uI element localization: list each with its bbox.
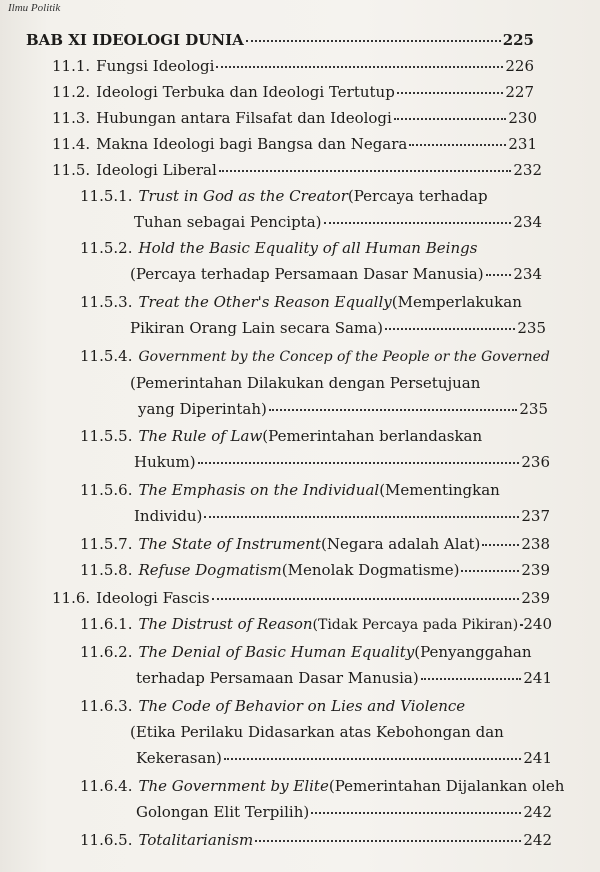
dot-leader <box>520 623 521 626</box>
toc-entry-number: 11.6.1. <box>80 615 133 633</box>
toc-entry-page: 239 <box>521 589 550 607</box>
toc-entry-11-5-6[interactable] <box>80 480 550 526</box>
toc-entry-11-6-5[interactable] <box>80 830 552 850</box>
toc-entry-number: 11.5.3. <box>80 293 133 311</box>
toc-entry-number: 11.5.7. <box>80 535 133 553</box>
toc-entry-page: 232 <box>513 161 542 179</box>
toc-entry-title-italic: Treat the Other's Reason Equally <box>138 293 392 311</box>
toc-entry-11-5[interactable] <box>52 160 542 180</box>
toc-entry-page: 237 <box>521 507 550 525</box>
toc-entry-number: 11.5.6. <box>80 481 133 499</box>
toc-entry-page: 234 <box>513 265 542 283</box>
toc-entry-11-6-1[interactable] <box>80 614 552 635</box>
toc-entry-title: Hubungan antara Filsafat dan Ideologi <box>96 109 392 127</box>
toc-entry-title: Fungsi Ideologi <box>96 57 215 75</box>
toc-entry-page: 236 <box>521 453 550 471</box>
toc-entry-title-cont: Hukum) <box>134 453 196 471</box>
toc-entry-title-cont2: yang Diperintah) <box>138 400 267 418</box>
dot-leader <box>311 811 521 814</box>
toc-entry-title-italic: Refuse Dogmatism <box>138 561 282 579</box>
dot-leader <box>246 39 501 42</box>
toc-entry-number: 11.5.5. <box>80 427 133 445</box>
toc-entry-title-cont: (Pemerintahan Dilakukan dengan Persetujuan <box>130 374 481 392</box>
dot-leader <box>409 143 506 146</box>
toc-chapter-page: 225 <box>502 31 534 49</box>
toc-entry-title-cont: Tuhan sebagai Pencipta) <box>134 213 322 231</box>
toc-entry-number: 11.6.4. <box>80 777 133 795</box>
toc-entry-page: 234 <box>513 213 542 231</box>
toc-entry-number: 11.1. <box>52 57 91 75</box>
toc-entry-title-italic: Trust in God as the Creator <box>138 187 348 205</box>
toc-entry-page: 242 <box>523 831 552 849</box>
toc-entry-title: Ideologi Fascis <box>96 589 210 607</box>
dot-leader <box>255 839 521 842</box>
dot-leader <box>486 273 512 276</box>
toc-entry-page: 241 <box>523 749 552 767</box>
toc-entry-number: 11.5.1. <box>80 187 133 205</box>
toc-entry-page: 235 <box>517 319 546 337</box>
toc-entry-title-cont2: Kekerasan) <box>136 749 222 767</box>
toc-entry-title-cont: Pikiran Orang Lain secara Sama) <box>130 319 383 337</box>
toc-entry-title-italic: The Distrust of Reason <box>138 615 313 633</box>
toc-entry-11-5-7[interactable] <box>80 534 550 554</box>
toc-entry-title-rest: (Negara adalah Alat) <box>321 535 481 553</box>
toc-entry-title: Ideologi Terbuka dan Ideologi Tertutup <box>96 83 395 101</box>
dot-leader <box>397 91 504 94</box>
toc-entry-page: 235 <box>519 400 548 418</box>
toc-entry-title-rest: (Menolak Dogmatisme) <box>281 561 460 579</box>
toc-entry-page: 230 <box>508 109 537 127</box>
toc-entry-11-5-3[interactable] <box>80 292 546 338</box>
toc-entry-title-italic: The Code of Behavior on Lies and Violence <box>138 697 466 715</box>
toc-entry-title-rest: (Penyanggahan <box>414 643 532 661</box>
toc-entry-title-rest: (Pemerintahan berlandaskan <box>262 427 483 445</box>
dot-leader <box>461 569 519 572</box>
toc-entry-number: 11.5.8. <box>80 561 133 579</box>
toc-entry-page: 226 <box>505 57 534 75</box>
toc-entry-11-2[interactable] <box>52 82 534 102</box>
toc-entry-page: 242 <box>523 803 552 821</box>
running-head: Ilmu Politik <box>8 2 61 14</box>
toc-entry-number: 11.2. <box>52 83 91 101</box>
toc-entry-title-italic: The Denial of Basic Human Equality <box>138 643 415 661</box>
toc-entry-number: 11.6.2. <box>80 643 133 661</box>
toc-entry-11-6-4[interactable] <box>80 776 565 822</box>
toc-entry-title-italic: The State of Instrument <box>138 535 321 553</box>
dot-leader <box>269 408 517 411</box>
toc-entry-title-rest: (Mementingkan <box>379 481 500 499</box>
toc-entry-title-cont: Individu) <box>134 507 203 525</box>
dot-leader <box>216 65 503 68</box>
dot-leader <box>198 461 520 464</box>
toc-entry-title-italic: Totalitarianism <box>138 831 254 849</box>
toc-entry-11-6-3[interactable] <box>80 696 552 768</box>
toc-entry-title-italic: Hold the Basic Equality of all Human Beings <box>138 239 478 257</box>
toc-entry-page: 238 <box>521 535 550 553</box>
toc-entry-number: 11.5.2. <box>80 239 133 257</box>
toc-entry-title-cont: (Percaya terhadap Persamaan Dasar Manusia) <box>130 265 484 283</box>
toc-entry-title-rest: (Pemerintahan Dijalankan oleh <box>328 777 565 795</box>
toc-chapter[interactable] <box>26 30 534 50</box>
toc-chapter-title: BAB XI IDEOLOGI DUNIA <box>26 31 244 49</box>
toc-entry-page: 227 <box>505 83 534 101</box>
toc-entry-number: 11.4. <box>52 135 91 153</box>
toc-entry-title-rest: (Tidak Percaya pada Pikiran) <box>312 617 519 633</box>
toc-entry-page: 231 <box>508 135 537 153</box>
toc-entry-page: 239 <box>521 561 550 579</box>
dot-leader <box>385 327 515 330</box>
toc-entry-11-1[interactable] <box>52 56 534 76</box>
toc-entry-11-5-4[interactable] <box>80 346 548 419</box>
toc-entry-number: 11.3. <box>52 109 91 127</box>
toc-entry-number: 11.5.4. <box>80 347 133 365</box>
toc-entry-title-cont: (Etika Perilaku Didasarkan atas Kebohongan dan <box>130 723 504 741</box>
toc-entry-title: Ideologi Liberal <box>96 161 217 179</box>
toc-entry-11-6-2[interactable] <box>80 642 552 688</box>
dot-leader <box>219 169 512 172</box>
dot-leader <box>421 677 522 680</box>
dot-leader <box>224 757 521 760</box>
toc-entry-number: 11.6.3. <box>80 697 133 715</box>
dot-leader <box>482 543 519 546</box>
toc-entry-11-3[interactable] <box>52 108 537 128</box>
toc-entry-title-italic: The Emphasis on the Individual <box>138 481 380 499</box>
toc-entry-title-italic: Government by the Concep of the People or the Governed <box>138 349 550 365</box>
dot-leader <box>324 221 512 224</box>
dot-leader <box>212 597 520 600</box>
toc-entry-page: 241 <box>523 669 552 687</box>
dot-leader <box>394 117 507 120</box>
toc-entry-title: Makna Ideologi bagi Bangsa dan Negara <box>96 135 408 153</box>
toc-entry-11-4[interactable] <box>52 134 537 154</box>
toc-entry-number: 11.6.5. <box>80 831 133 849</box>
dot-leader <box>204 515 519 518</box>
toc-entry-title-italic: The Government by Elite <box>138 777 329 795</box>
toc-entry-title-cont: Golongan Elit Terpilih) <box>136 803 310 821</box>
toc-entry-title-rest: (Memperlakukan <box>391 293 522 311</box>
toc-entry-11-5-1[interactable] <box>80 186 542 232</box>
toc-entry-title-italic: The Rule of Law <box>138 427 263 445</box>
toc-entry-11-6[interactable] <box>52 588 550 608</box>
toc-entry-number: 11.6. <box>52 589 91 607</box>
toc-entry-page: 240 <box>523 615 552 633</box>
toc-entry-number: 11.5. <box>52 161 91 179</box>
toc-entry-11-5-8[interactable] <box>80 560 550 580</box>
toc-entry-title-cont: terhadap Persamaan Dasar Manusia) <box>136 669 419 687</box>
toc-entry-title-rest: (Percaya terhadap <box>347 187 488 205</box>
toc-entry-11-5-5[interactable] <box>80 426 550 472</box>
toc-entry-11-5-2[interactable] <box>80 238 542 284</box>
